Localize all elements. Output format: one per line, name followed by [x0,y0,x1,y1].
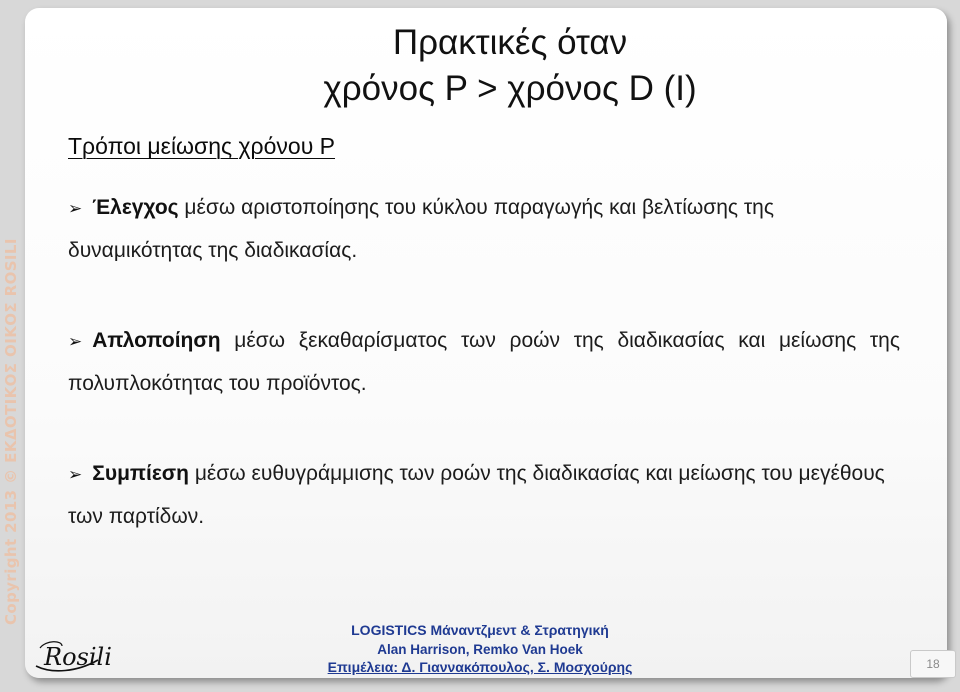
logo-text: Rosili [44,643,112,671]
bullet-text: μέσω αριστοποίησης του κύκλου παραγωγής και βελτίωσης της δυναμικότητας της διαδικασίας. [68,196,774,262]
rosili-logo [32,636,112,676]
slide-title-line-2: χρόνος P > χρόνος D (I) [323,69,697,108]
bullet-keyword: Συμπίεση [92,462,189,485]
bullet-item-control [68,187,900,272]
copyright-watermark: Copyright 2013 © ΕΚΔΟΤΙΚΟΣ ΟΙΚΟΣ ROSILI [2,238,20,625]
bullet-keyword: Απλοποίηση [92,329,221,352]
arrow-bullet-icon: ➢ [68,199,83,218]
arrow-bullet-icon: ➢ [68,465,83,484]
bullet-text: μέσω ευθυγράμμισης των ροών της διαδικασίας και μείωσης του μεγέθους των παρτίδων. [68,462,885,528]
page-number: 18 [910,650,956,678]
footer-authors: Alan Harrison, Remko Van Hoek [377,642,583,657]
bullet-keyword: Έλεγχος [92,196,179,219]
arrow-bullet-icon: ➢ [68,332,83,351]
footer-book-title: LOGISTICS Μάναντζμεντ & Στρατηγική [351,622,609,638]
bullet-item-simplification [68,320,900,405]
bullet-item-compression [68,453,900,538]
subheading: Τρόποι μείωσης χρόνου P [68,133,336,159]
slide-title-line-1: Πρακτικές όταν [392,23,628,62]
bullet-text: μέσω ξεκαθαρίσματος των ροών της διαδικασίας και μείωσης της πολυπλοκότητας του προϊόντος. [68,329,900,395]
footer-editors: Επιμέλεια: Δ. Γιαννακόπουλος, Σ. Μοσχούρης [327,659,633,675]
